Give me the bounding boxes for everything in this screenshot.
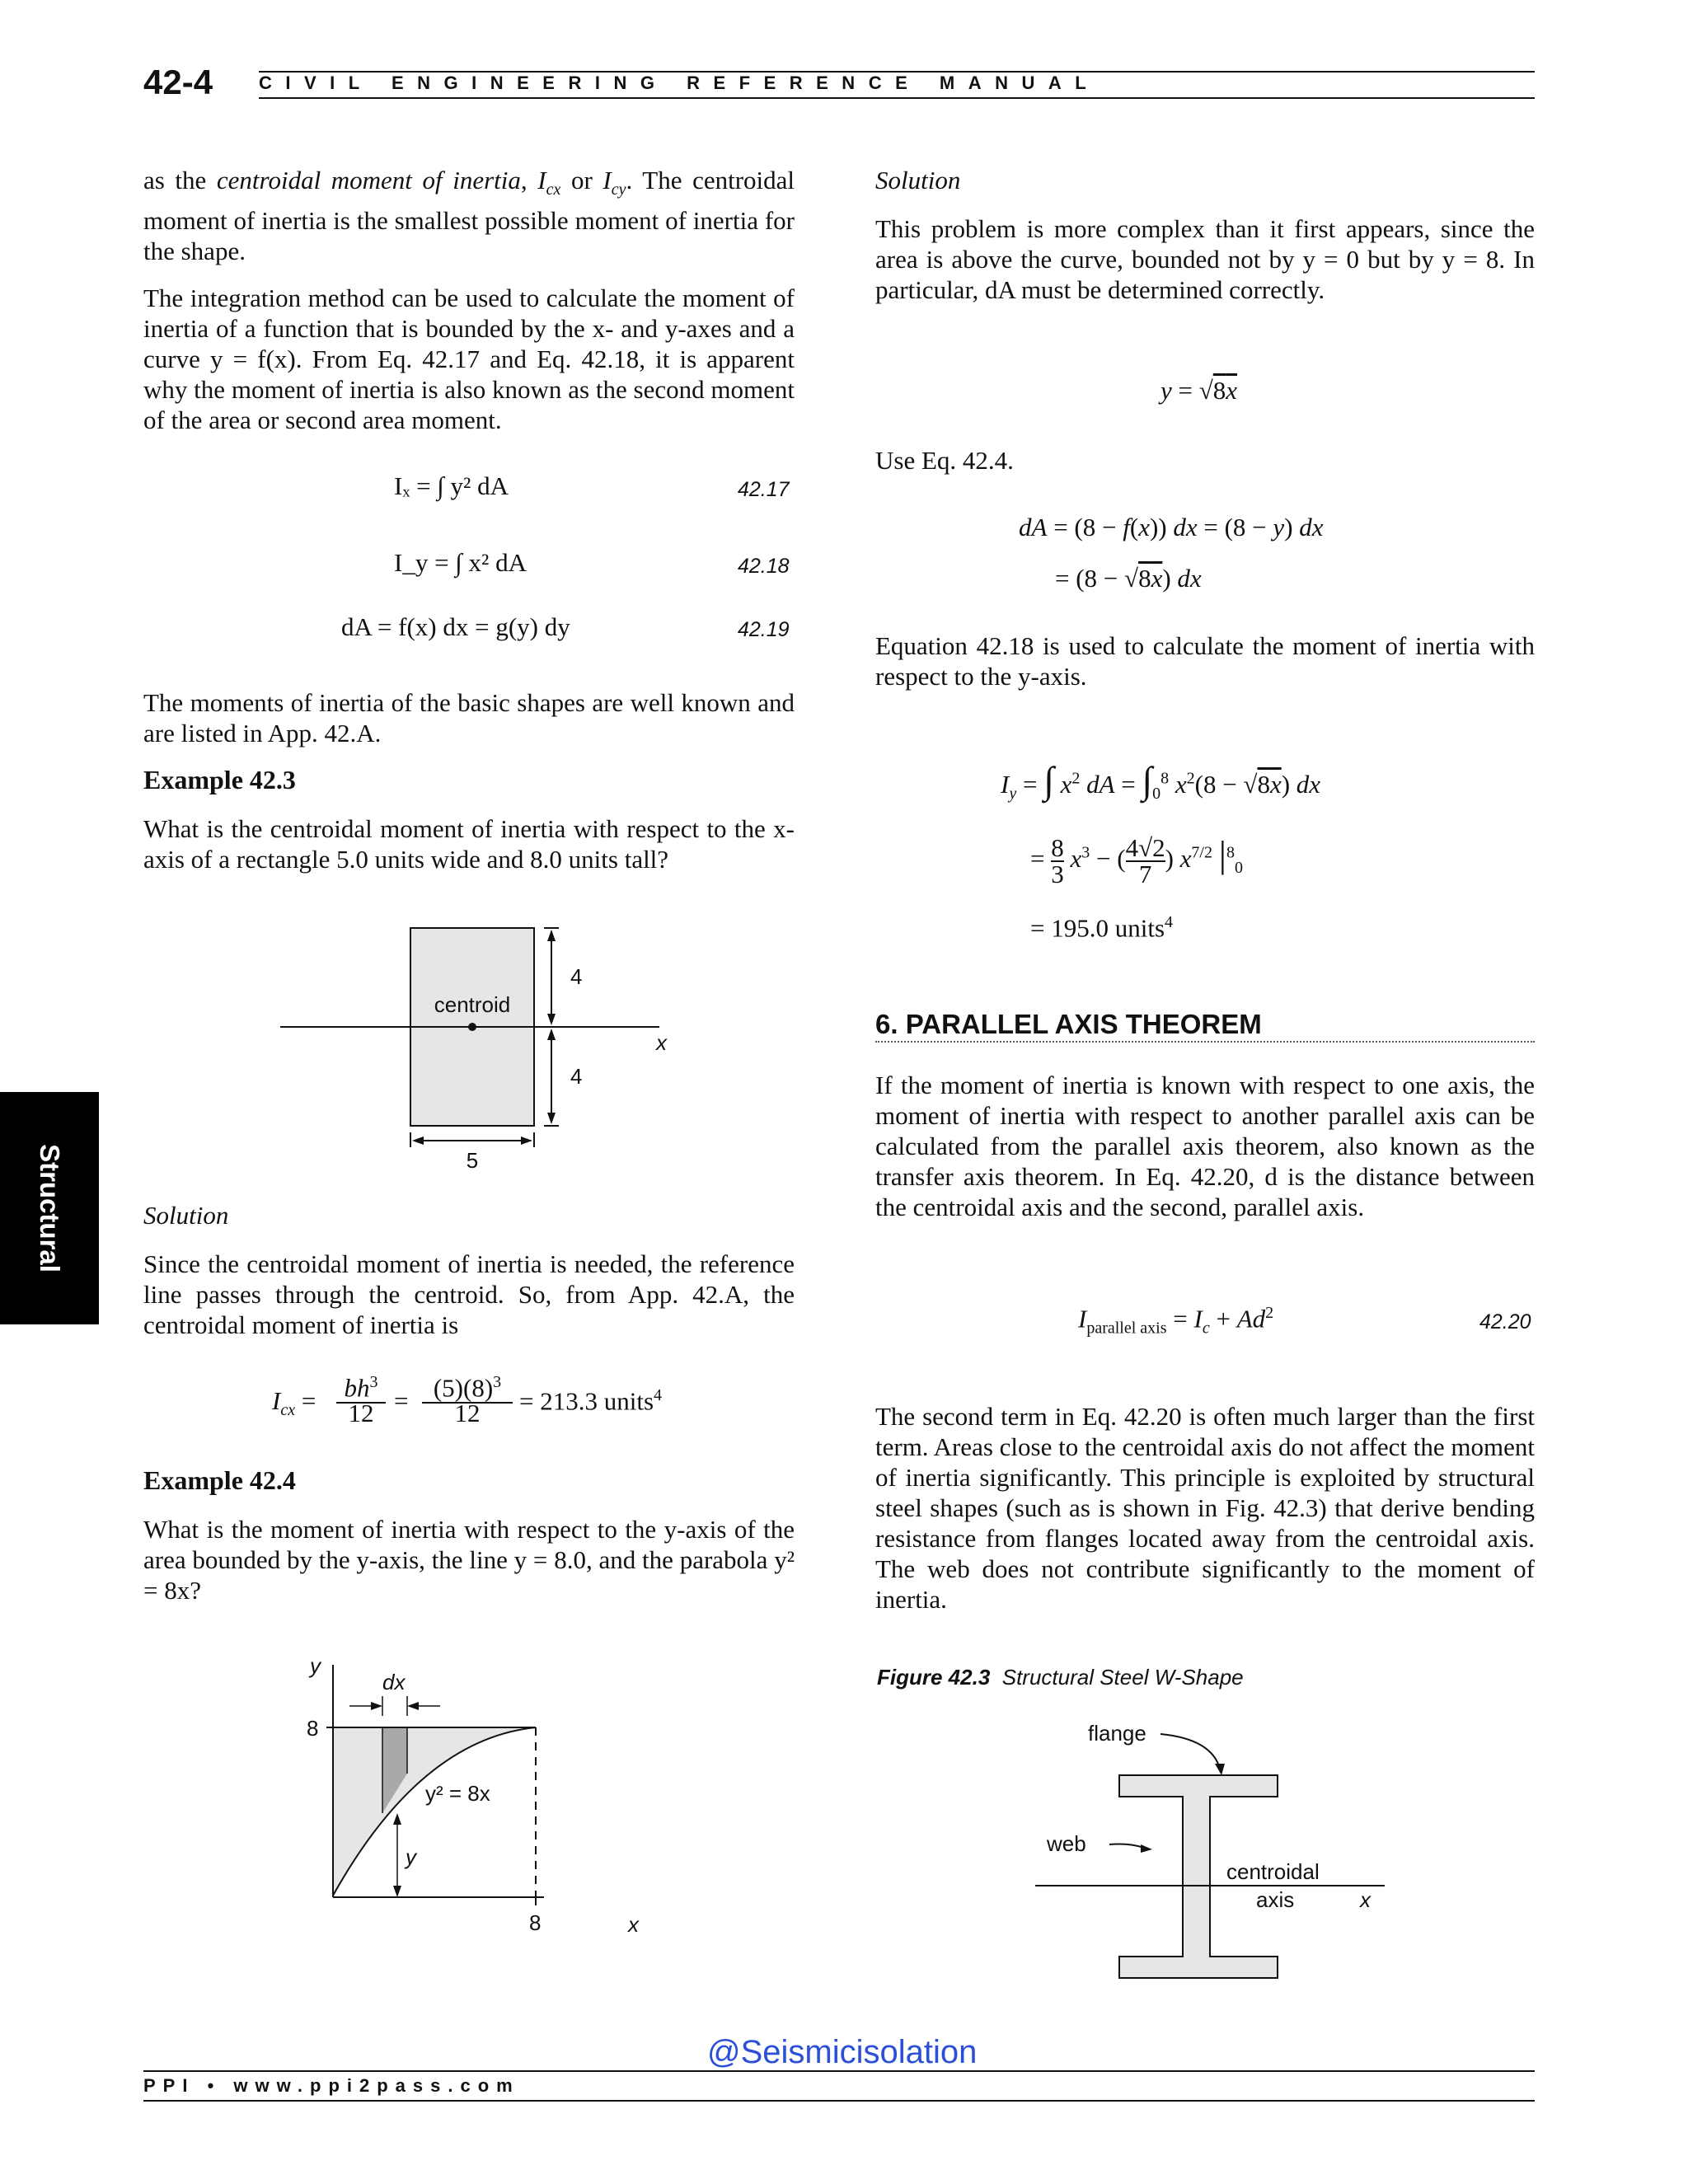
watermark: @Seismicisolation <box>707 2034 978 2070</box>
iy-result-text: = 195.0 units <box>1030 913 1165 943</box>
equation-42-19: dA = f(x) dx = g(y) dy <box>341 612 570 641</box>
label-axis: axis <box>1256 1887 1295 1912</box>
label-bottom-distance: 4 <box>570 1064 583 1089</box>
label-y-height: y <box>406 1844 416 1869</box>
right-column-top <box>875 165 1535 321</box>
paragraph-basic-shapes: The moments of inertia of the basic shapes are well known and are listed in App. 42.A. <box>143 688 795 748</box>
left-column-example-4 <box>143 1459 795 1622</box>
label-top-distance: 4 <box>570 964 583 989</box>
label-web: web <box>1047 1831 1086 1856</box>
example-42-4-text: What is the moment of inertia with respect to the y-axis of the area bounded by the y-axis, the line y = 8.0, and the parabola y² = 8x? <box>143 1515 795 1605</box>
equation-42-20: $I_{parallel axis} = I_c + Ad^2$ <box>1078 1304 1274 1338</box>
example-42-3-text: What is the centroidal moment of inertia with respect to the x-axis of a rectangle 5.0 units wide and 8.0 units tall? <box>143 814 795 874</box>
equation-iy-line1: $I_y$ = ∫ $x^2$ dA = $\int_0^8$ $x^2(8 - √8x)$ dx <box>1001 759 1321 804</box>
solution-text-left: Since the centroidal moment of inertia is needed, the reference line passes through the centroid. So, from App. 42.A, the centroidal moment of inertia is <box>143 1249 795 1339</box>
example-42-4-title: Example 42.4 <box>143 1465 296 1495</box>
header-rule-bottom <box>259 97 1535 99</box>
label-x-axis: x <box>656 1030 667 1055</box>
equation-number-42-17: 42.17 <box>738 478 790 501</box>
w-shape-figure <box>1022 1706 1401 2003</box>
equation-iy-result: = 195.0 units$^4$ <box>1030 913 1174 943</box>
label-width: 5 <box>466 1148 479 1173</box>
side-tab-label: Structural <box>35 1144 65 1272</box>
solution-text-right: This problem is more complex than it first appears, since the area is above the curve, bounded not by y = 0 but by y = 8. In particular, dA must be determined correctly. <box>875 214 1535 304</box>
footer-publisher: PPI • www.ppi2pass.com <box>143 2075 520 2096</box>
right-column-eq18-text <box>875 630 1535 708</box>
paragraph-second-term: The second term in Eq. 42.20 is often much larger than the first term. Areas close to the centroidal axis do not affect the moment of inertia significantly. This principle is exploited by structural steel shapes (such as is shown in Fig. 42.3) that derive bending resistance from flanges located away from the centroidal axis. The web does not contribute significantly to the moment of inertia. <box>875 1402 1536 1614</box>
equation-iy-line2: = $\frac{8}{3}$ $x^3$ − ( $\frac{4√2}{7}$ ) $x^{7/2}$ $|^8_0$ <box>1030 832 1243 888</box>
label-y-axis: y <box>310 1653 321 1678</box>
paragraph-integration: The integration method can be used to calculate the moment of inertia of a function that is bounded by the x- and y-axes and a curve y = f(x). From Eq. 42.17 and Eq. 42.18, it is apparent why the moment of inertia is also known as the second moment of the area or second area moment. <box>143 284 795 435</box>
header-rule-top <box>259 71 1535 73</box>
side-tab-structural <box>0 1092 99 1324</box>
example-42-3-title: Example 42.3 <box>143 765 296 794</box>
page-number: 42-4 <box>143 63 213 101</box>
label-x-axis-parabola: x <box>628 1912 639 1937</box>
section-dotted-rule <box>875 1041 1535 1043</box>
figure-42-3-caption <box>877 1665 1244 1690</box>
equation-42-17: Iₓ = ∫ y² dA <box>394 471 509 500</box>
use-eq-text: Use Eq. 42.4. <box>875 446 1014 475</box>
label-dx: dx <box>382 1670 406 1694</box>
label-parabola-equation: y² = 8x <box>425 1781 490 1806</box>
label-x-8: 8 <box>529 1910 542 1935</box>
label-flange: flange <box>1088 1721 1146 1746</box>
equation-da-line1: dA = (8 − f(x)) dx = (8 − y) dx <box>1019 513 1324 541</box>
running-header: CIVIL ENGINEERING REFERENCE MANUAL <box>259 73 1100 93</box>
equation-icx: $I_{cx}$ = $bh^3$ 12 = $(5)(8)^3$ 12 = 213.3 units$^4$ <box>272 1368 767 1434</box>
footer-rule-bottom <box>143 2100 1535 2102</box>
paragraph-parallel-axis: If the moment of inertia is known with respect to one axis, the moment of inertia with respect to another parallel axis can be calculated from the parallel axis theorem, also known as the transfer axis theorem. In Eq. 42.20, d is the distance between the centroidal axis and the second, parallel axis. <box>875 1071 1535 1221</box>
right-column-second-term <box>875 1401 1535 1631</box>
solution-label-right: Solution <box>875 166 961 194</box>
equation-da-line2: = (8 − √8x) dx <box>1055 564 1202 593</box>
section-title-parallel-axis: 6. PARALLEL AXIS THEOREM <box>875 1009 1262 1039</box>
equation-number-42-20: 42.20 <box>1479 1310 1531 1333</box>
rectangle-centroid-figure <box>272 915 701 1187</box>
equation-42-18: I_y = ∫ x² dA <box>394 548 527 577</box>
paragraph-centroidal: as the centroidal moment of inertia, $I_{cx}$ or $I_{cy}$. The centroidal moment of inertia is the smallest possible moment of inertia for the shape. <box>143 166 795 266</box>
icx-result: = 213.3 units <box>519 1386 654 1416</box>
left-column-top <box>143 165 795 452</box>
solution-label-left: Solution <box>143 1201 229 1230</box>
figure-caption-text: Structural Steel W-Shape <box>1001 1665 1244 1690</box>
footer-rule-top <box>143 2070 1535 2072</box>
figure-label: Figure 42.3 <box>877 1665 991 1690</box>
right-column-parallel-axis <box>875 1070 1535 1239</box>
use-eq-line <box>875 445 1535 476</box>
label-y-8: 8 <box>307 1716 319 1741</box>
left-column-mid <box>143 687 795 891</box>
equation-y-sqrt: y = √8x <box>1160 376 1238 405</box>
label-x-axis-w: x <box>1360 1887 1371 1912</box>
paragraph-eq-42-18: Equation 42.18 is used to calculate the moment of inertia with respect to the y-axis. <box>875 631 1535 691</box>
label-centroid: centroid <box>434 992 511 1017</box>
equation-number-42-18: 42.18 <box>738 555 790 578</box>
equation-number-42-19: 42.19 <box>738 618 790 641</box>
left-column-solution <box>143 1200 795 1357</box>
parabola-area-figure <box>297 1648 676 1961</box>
label-centroidal: centroidal <box>1226 1859 1320 1884</box>
